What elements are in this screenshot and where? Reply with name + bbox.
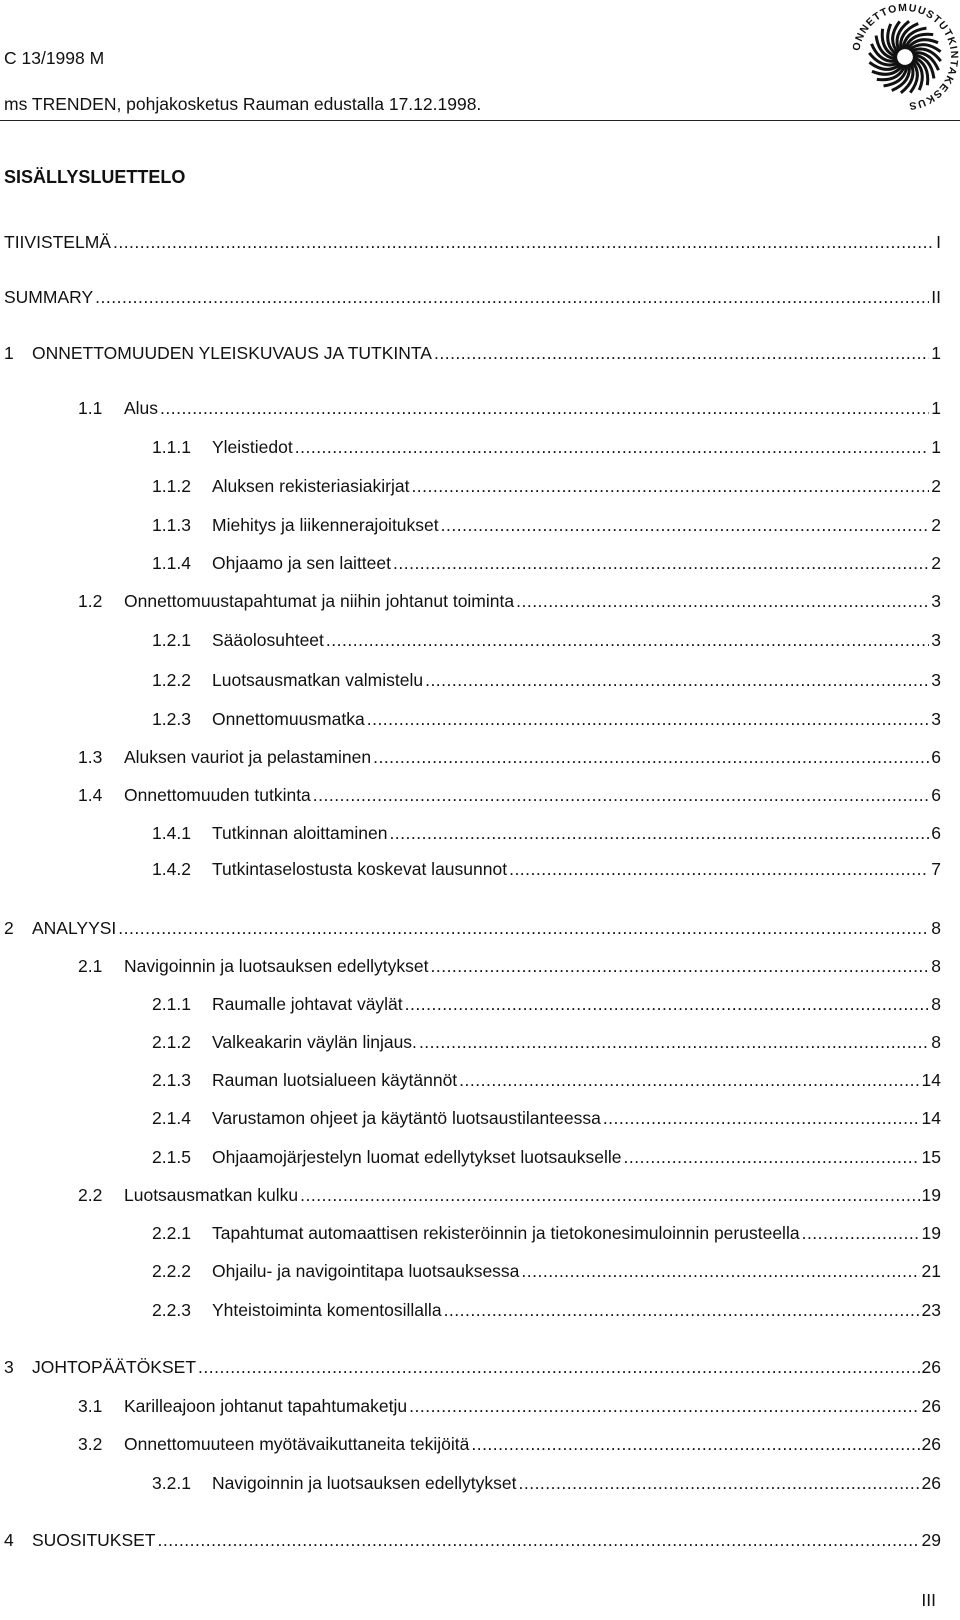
toc-entry-number: 1.1 xyxy=(78,398,103,418)
toc-entry[interactable] xyxy=(78,745,941,769)
toc-entry-label: Varustamon ohjeet ja käytäntö luotsaustilanteessa xyxy=(212,1108,601,1128)
toc-entry-label: Alus xyxy=(124,398,159,418)
toc-entry-label: Tutkinnan aloittaminen xyxy=(212,823,388,843)
toc-entry-label: Miehitys ja liikennerajoitukset xyxy=(212,515,439,535)
toc-dot-leader xyxy=(518,1471,919,1495)
toc-entry-page: II xyxy=(931,287,941,307)
toc-entry[interactable] xyxy=(4,341,941,365)
toc-entry[interactable] xyxy=(4,230,941,254)
toc-entry-label: Aluksen rekisteriasiakirjat xyxy=(212,476,410,496)
toc-entry-page: 23 xyxy=(921,1300,941,1320)
toc-entry-page: 3 xyxy=(931,709,941,729)
toc-dot-leader xyxy=(509,857,929,881)
toc-entry-page: 2 xyxy=(931,476,941,496)
toc-entry-page: 21 xyxy=(921,1261,941,1281)
toc-entry-page: I xyxy=(936,232,941,252)
toc-entry[interactable] xyxy=(152,628,941,652)
toc-entry-label: Karilleajoon johtanut tapahtumaketju xyxy=(124,1396,408,1416)
toc-entry-number: 3.1 xyxy=(78,1396,103,1416)
toc-entry[interactable] xyxy=(78,1394,941,1418)
toc-entry-number: 2.1.5 xyxy=(152,1147,191,1167)
toc-dot-leader xyxy=(326,628,929,652)
toc-entry-number: 1.4.2 xyxy=(152,859,191,879)
toc-entry-page: 26 xyxy=(921,1473,941,1493)
toc-entry-page: 2 xyxy=(931,515,941,535)
toc-entry-page: 1 xyxy=(931,437,941,457)
toc-dot-leader xyxy=(802,1221,920,1245)
toc-entry-page: 3 xyxy=(931,591,941,611)
toc-entry-page: 8 xyxy=(931,1032,941,1052)
toc-entry-label: Onnettomuuteen myötävaikuttaneita tekijöitä xyxy=(124,1434,470,1454)
toc-entry-page: 19 xyxy=(921,1185,941,1205)
toc-dot-leader xyxy=(411,474,929,498)
toc-entry-number: 2.1.3 xyxy=(152,1070,191,1090)
toc-entry-page: 29 xyxy=(921,1530,941,1550)
toc-entry-number: 1.1.4 xyxy=(152,553,191,573)
toc-dot-leader xyxy=(118,916,929,940)
toc-dot-leader xyxy=(389,821,929,845)
toc-dot-leader xyxy=(441,513,930,537)
toc-entry-page: 8 xyxy=(931,956,941,976)
logo-text: ONNETTOMUUSTUTKINTAKESKUS xyxy=(850,2,960,112)
toc-entry-label: ANALYYSI xyxy=(32,918,117,938)
toc-dot-leader xyxy=(430,954,929,978)
toc-entry-label: Navigoinnin ja luotsauksen edellytykset xyxy=(124,956,429,976)
toc-entry-label: ONNETTOMUUDEN YLEISKUVAUS JA TUTKINTA xyxy=(32,343,432,363)
toc-entry-number: 1.2.1 xyxy=(152,630,191,650)
toc-entry-label: Yhteistoiminta komentosillalla xyxy=(212,1300,442,1320)
toc-entry-number: 1.2.2 xyxy=(152,670,191,690)
toc-entry-number: 1.4.1 xyxy=(152,823,191,843)
toc-dot-leader xyxy=(393,551,929,575)
toc-entry[interactable] xyxy=(78,589,941,613)
toc-entry-number: 1.3 xyxy=(78,747,103,767)
toc-entry[interactable] xyxy=(78,954,941,978)
document-subject: ms TRENDEN, pohjakosketus Rauman edustalla 17.12.1998. xyxy=(4,94,482,114)
toc-entry[interactable] xyxy=(78,1432,941,1456)
toc-entry[interactable] xyxy=(152,474,941,498)
header-divider xyxy=(0,120,960,121)
toc-entry-number: 1.1.3 xyxy=(152,515,191,535)
toc-entry-label: Raumalle johtavat väylät xyxy=(212,994,403,1014)
toc-dot-leader xyxy=(160,396,929,420)
toc-dot-leader xyxy=(113,230,934,254)
toc-entry-label: Sääolosuhteet xyxy=(212,630,324,650)
toc-entry-label: Aluksen vauriot ja pelastaminen xyxy=(124,747,372,767)
toc-entry-number: 3.2 xyxy=(78,1434,103,1454)
toc-entry-page: 14 xyxy=(921,1070,941,1090)
toc-entry-page: 1 xyxy=(931,398,941,418)
toc-dot-leader xyxy=(419,1030,929,1054)
toc-entry-number: 3 xyxy=(4,1357,14,1377)
document-reference: C 13/1998 M xyxy=(4,48,105,68)
toc-entry-number: 1.2 xyxy=(78,591,103,611)
toc-entry-label: Onnettomuustapahtumat ja niihin johtanut toiminta xyxy=(124,591,515,611)
toc-entry-label: Yleistiedot xyxy=(212,437,293,457)
toc-dot-leader xyxy=(444,1298,920,1322)
toc-dot-leader xyxy=(603,1106,920,1130)
toc-entry-label: Luotsausmatkan valmistelu xyxy=(212,670,424,690)
toc-entry-label: Ohjaamojärjestelyn luomat edellytykset luotsaukselle xyxy=(212,1147,622,1167)
toc-dot-leader xyxy=(95,285,929,309)
toc-entry-number: 2.1.1 xyxy=(152,994,191,1014)
toc-entry-label: Onnettomuuden tutkinta xyxy=(124,785,311,805)
toc-entry-page: 6 xyxy=(931,747,941,767)
toc-entry-page: 26 xyxy=(921,1396,941,1416)
toc-entry-page: 14 xyxy=(921,1108,941,1128)
toc-entry-label: Luotsausmatkan kulku xyxy=(124,1185,299,1205)
toc-entry-number: 1.1.2 xyxy=(152,476,191,496)
toc-entry-number: 3.2.1 xyxy=(152,1473,191,1493)
toc-dot-leader xyxy=(425,668,929,692)
toc-entry-page: 6 xyxy=(931,785,941,805)
toc-entry-number: 2.2.3 xyxy=(152,1300,191,1320)
toc-dot-leader xyxy=(471,1432,919,1456)
toc-entry-number: 2.1 xyxy=(78,956,103,976)
toc-entry[interactable] xyxy=(4,1528,941,1552)
toc-title: SISÄLLYSLUETTELO xyxy=(4,167,186,187)
toc-entry[interactable] xyxy=(152,1221,941,1245)
toc-dot-leader xyxy=(158,1528,920,1552)
toc-dot-leader xyxy=(409,1394,919,1418)
toc-entry-number: 4 xyxy=(4,1530,14,1550)
toc-entry-number: 2.2.1 xyxy=(152,1223,191,1243)
toc-entry-page: 26 xyxy=(921,1434,941,1454)
toc-entry-number: 1.2.3 xyxy=(152,709,191,729)
toc-dot-leader xyxy=(295,435,930,459)
toc-entry-page: 8 xyxy=(931,994,941,1014)
toc-entry-label: Valkeakarin väylän linjaus. xyxy=(212,1032,417,1052)
toc-entry-number: 1.4 xyxy=(78,785,103,805)
toc-dot-leader xyxy=(521,1259,919,1283)
toc-entry[interactable] xyxy=(4,916,941,940)
toc-entry[interactable] xyxy=(152,668,941,692)
toc-dot-leader xyxy=(300,1183,919,1207)
toc-entry-label: SUOSITUKSET xyxy=(32,1530,156,1550)
page-number: III xyxy=(921,1590,936,1610)
toc-dot-leader xyxy=(313,783,929,807)
toc-entry[interactable] xyxy=(152,513,941,537)
toc-dot-leader xyxy=(405,992,930,1016)
toc-entry[interactable] xyxy=(152,1259,941,1283)
toc-entry-label: Ohjaamo ja sen laitteet xyxy=(212,553,391,573)
toc-entry[interactable] xyxy=(152,435,941,459)
toc-entry-label: Navigoinnin ja luotsauksen edellytykset xyxy=(212,1473,517,1493)
toc-entry[interactable] xyxy=(78,396,941,420)
toc-entry[interactable] xyxy=(4,1355,941,1379)
toc-entry-number: 2.2.2 xyxy=(152,1261,191,1281)
toc-entry-page: 7 xyxy=(931,859,941,879)
toc-entry-label: Onnettomuusmatka xyxy=(212,709,365,729)
toc-dot-leader xyxy=(367,707,930,731)
toc-entry[interactable] xyxy=(152,551,941,575)
toc-entry-label: JOHTOPÄÄTÖKSET xyxy=(32,1357,197,1377)
toc-entry[interactable] xyxy=(152,1298,941,1322)
toc-entry-page: 2 xyxy=(931,553,941,573)
toc-entry-number: 2.1.2 xyxy=(152,1032,191,1052)
toc-entry-label: Ohjailu- ja navigointitapa luotsauksessa xyxy=(212,1261,520,1281)
ot-seal-logo-icon xyxy=(850,2,960,112)
toc-entry[interactable] xyxy=(78,783,941,807)
toc-entry[interactable] xyxy=(152,707,941,731)
toc-entry-page: 19 xyxy=(921,1223,941,1243)
toc-entry[interactable] xyxy=(152,1145,941,1169)
toc-entry-label: SUMMARY xyxy=(4,287,94,307)
toc-entry-page: 8 xyxy=(931,918,941,938)
toc-entry-label: Rauman luotsialueen käytännöt xyxy=(212,1070,458,1090)
toc-dot-leader xyxy=(434,341,929,365)
toc-entry[interactable] xyxy=(152,1106,941,1130)
toc-entry[interactable] xyxy=(152,1030,941,1054)
toc-entry[interactable] xyxy=(152,1068,941,1092)
toc-entry[interactable] xyxy=(152,992,941,1016)
toc-entry-number: 2.1.4 xyxy=(152,1108,191,1128)
toc-entry-label: TIIVISTELMÄ xyxy=(4,232,111,252)
toc-entry-page: 6 xyxy=(931,823,941,843)
toc-entry[interactable] xyxy=(78,1183,941,1207)
toc-entry[interactable] xyxy=(152,857,941,881)
toc-dot-leader xyxy=(373,745,929,769)
toc-entry-page: 15 xyxy=(921,1147,941,1167)
toc-entry[interactable] xyxy=(4,285,941,309)
toc-entry-page: 3 xyxy=(931,630,941,650)
toc-entry[interactable] xyxy=(152,821,941,845)
toc-dot-leader xyxy=(624,1145,920,1169)
toc-entry-label: Tapahtumat automaattisen rekisteröinnin ja tietokonesimuloinnin perusteella xyxy=(212,1223,800,1243)
toc-entry[interactable] xyxy=(152,1471,941,1495)
toc-entry-page: 26 xyxy=(921,1357,941,1377)
toc-entry-page: 1 xyxy=(931,343,941,363)
toc-dot-leader xyxy=(198,1355,920,1379)
toc-entry-number: 1 xyxy=(4,343,14,363)
toc-entry-page: 3 xyxy=(931,670,941,690)
toc-dot-leader xyxy=(516,589,929,613)
toc-entry-number: 2 xyxy=(4,918,14,938)
toc-entry-label: Tutkintaselostusta koskevat lausunnot xyxy=(212,859,508,879)
toc-dot-leader xyxy=(459,1068,919,1092)
toc-entry-number: 1.1.1 xyxy=(152,437,191,457)
toc-entry-number: 2.2 xyxy=(78,1185,103,1205)
